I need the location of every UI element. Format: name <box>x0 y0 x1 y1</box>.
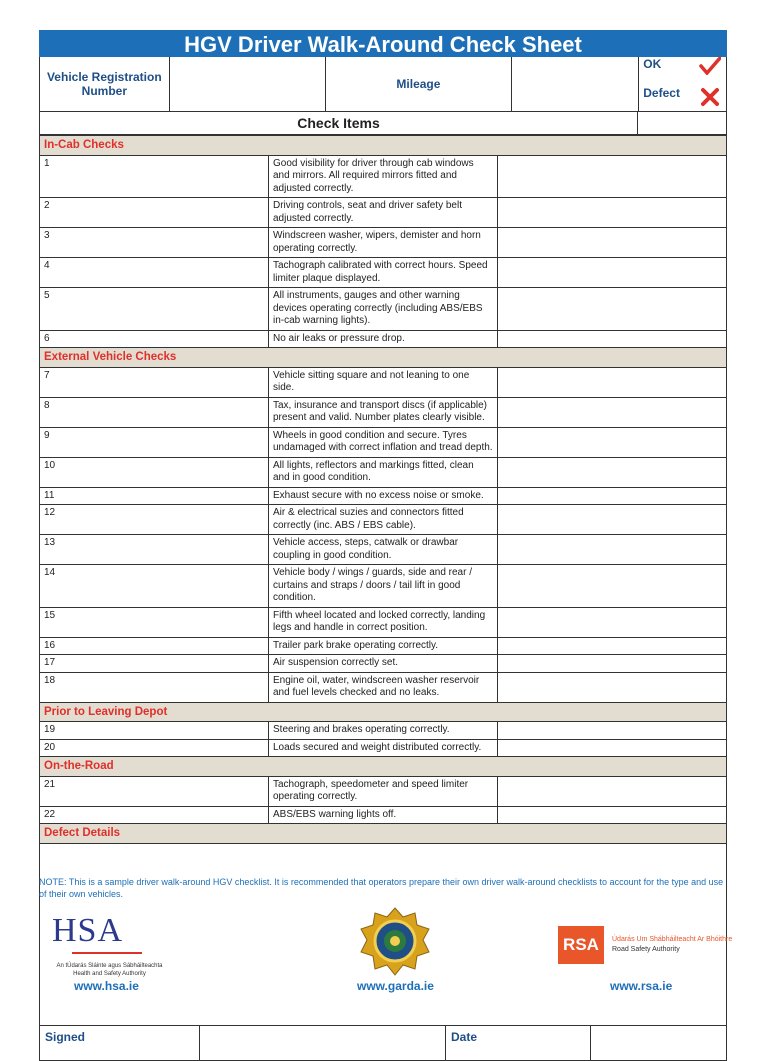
item-text: Wheels in good condition and secure. Tyres undamaged with correct inflation and tread depth. <box>269 427 498 457</box>
mileage-field[interactable] <box>512 57 640 111</box>
item-status-cell[interactable] <box>498 739 727 757</box>
section-header <box>40 136 727 156</box>
item-status-cell[interactable] <box>498 607 727 637</box>
check-sheet <box>39 30 727 1061</box>
item-number: 4 <box>40 258 269 288</box>
item-text: Vehicle access, steps, catwalk or drawbar coupling in good condition. <box>269 535 498 565</box>
item-number: 8 <box>40 397 269 427</box>
hsa-sub-irish: An tÚdarás Sláinte agus Sábháilteachta <box>56 963 163 969</box>
item-text: Windscreen washer, wipers, demister and horn operating correctly. <box>269 228 498 258</box>
item-number: 21 <box>40 776 269 806</box>
item-status-cell[interactable] <box>498 198 727 228</box>
item-status-cell[interactable] <box>498 367 727 397</box>
item-status-cell[interactable] <box>498 655 727 673</box>
signature-row <box>39 1026 727 1061</box>
item-text: Trailer park brake operating correctly. <box>269 637 498 655</box>
status-column-header <box>638 112 726 134</box>
check-items-header <box>39 111 727 135</box>
section-title: On-the-Road <box>40 757 727 777</box>
table-row <box>40 228 727 258</box>
table-row <box>40 155 727 198</box>
item-number: 11 <box>40 487 269 505</box>
item-text: Fifth wheel located and locked correctly, landing legs and handle in correct position. <box>269 607 498 637</box>
cross-icon <box>701 88 719 106</box>
vehicle-header <box>39 57 727 111</box>
item-number: 3 <box>40 228 269 258</box>
item-number: 19 <box>40 722 269 740</box>
rsa-sub-irish: Údarás Um Shábháilteacht Ar Bhóithre <box>612 936 733 943</box>
item-text: All lights, reflectors and markings fitted, clean and in good condition. <box>269 457 498 487</box>
table-row <box>40 505 727 535</box>
defect-label: Defect <box>643 86 680 100</box>
item-status-cell[interactable] <box>498 258 727 288</box>
section-header <box>40 824 727 844</box>
item-status-cell[interactable] <box>498 776 727 806</box>
table-row <box>40 397 727 427</box>
item-number: 14 <box>40 565 269 608</box>
item-status-cell[interactable] <box>498 330 727 348</box>
item-text: Air suspension correctly set. <box>269 655 498 673</box>
hsa-logo-text: HSA <box>52 912 124 949</box>
item-status-cell[interactable] <box>498 228 727 258</box>
check-items-label: Check Items <box>40 112 638 134</box>
note-text: NOTE: This is a sample driver walk-around HGV checklist. It is recommended that operators prepare their own driver walk-around checklists to account for the type and use of their own vehicles. <box>39 877 724 899</box>
tick-icon <box>699 57 721 75</box>
rsa-sub-english: Road Safety Authority <box>612 946 680 953</box>
table-row <box>40 655 727 673</box>
item-status-cell[interactable] <box>498 535 727 565</box>
date-field[interactable] <box>591 1026 726 1060</box>
item-number: 10 <box>40 457 269 487</box>
item-text: Engine oil, water, windscreen washer reservoir and fuel levels checked and no leaks. <box>269 672 498 702</box>
checklist-table <box>39 135 727 844</box>
item-number: 15 <box>40 607 269 637</box>
item-text: Tax, insurance and transport discs (if applicable) present and valid. Number plates clearly visible. <box>269 397 498 427</box>
table-row <box>40 637 727 655</box>
item-status-cell[interactable] <box>498 672 727 702</box>
table-row <box>40 258 727 288</box>
section-title: Defect Details <box>40 824 727 844</box>
item-status-cell[interactable] <box>498 565 727 608</box>
hsa-sub-english: Health and Safety Authority <box>73 971 146 977</box>
table-row <box>40 330 727 348</box>
item-status-cell[interactable] <box>498 457 727 487</box>
rsa-logo-mark: RSA <box>558 926 604 964</box>
table-row <box>40 806 727 824</box>
item-status-cell[interactable] <box>498 288 727 331</box>
item-text: Driving controls, seat and driver safety belt adjusted correctly. <box>269 198 498 228</box>
section-title: In-Cab Checks <box>40 136 727 156</box>
item-number: 22 <box>40 806 269 824</box>
item-text: No air leaks or pressure drop. <box>269 330 498 348</box>
section-title: Prior to Leaving Depot <box>40 702 727 722</box>
table-row <box>40 565 727 608</box>
item-text: Vehicle body / wings / guards, side and rear / curtains and straps / doors / tail lift in good condition. <box>269 565 498 608</box>
hsa-link[interactable]: www.hsa.ie <box>74 979 139 993</box>
ok-label: OK <box>643 57 662 71</box>
item-number: 2 <box>40 198 269 228</box>
hsa-logo <box>52 912 167 978</box>
item-number: 5 <box>40 288 269 331</box>
item-status-cell[interactable] <box>498 505 727 535</box>
item-number: 12 <box>40 505 269 535</box>
item-text: Exhaust secure with no excess noise or smoke. <box>269 487 498 505</box>
signed-label: Signed <box>40 1026 200 1060</box>
vehicle-registration-field[interactable] <box>170 57 327 111</box>
table-row <box>40 198 727 228</box>
rsa-logo <box>558 926 732 964</box>
table-row <box>40 776 727 806</box>
item-number: 16 <box>40 637 269 655</box>
section-title: External Vehicle Checks <box>40 348 727 368</box>
section-header <box>40 348 727 368</box>
item-number: 17 <box>40 655 269 673</box>
table-row <box>40 607 727 637</box>
mileage-label: Mileage <box>326 57 511 111</box>
table-row <box>40 722 727 740</box>
item-number: 6 <box>40 330 269 348</box>
item-status-cell[interactable] <box>498 487 727 505</box>
item-text: Vehicle sitting square and not leaning to one side. <box>269 367 498 397</box>
item-number: 13 <box>40 535 269 565</box>
table-row <box>40 672 727 702</box>
section-header <box>40 757 727 777</box>
table-row <box>40 427 727 457</box>
item-number: 9 <box>40 427 269 457</box>
item-text: All instruments, gauges and other warning devices operating correctly (including ABS/EBS in-cab warning lights). <box>269 288 498 331</box>
item-text: Air & electrical suzies and connectors fitted correctly (inc. ABS / EBS cable). <box>269 505 498 535</box>
item-status-cell[interactable] <box>498 427 727 457</box>
signature-field[interactable] <box>200 1026 446 1060</box>
table-row <box>40 367 727 397</box>
garda-crest-icon <box>360 907 430 977</box>
item-status-cell[interactable] <box>498 637 727 655</box>
hsa-logo-line <box>72 952 142 954</box>
item-text: Loads secured and weight distributed correctly. <box>269 739 498 757</box>
item-text: Steering and brakes operating correctly. <box>269 722 498 740</box>
item-number: 1 <box>40 155 269 198</box>
item-number: 7 <box>40 367 269 397</box>
item-number: 20 <box>40 739 269 757</box>
garda-link[interactable]: www.garda.ie <box>357 979 434 993</box>
table-row <box>40 487 727 505</box>
date-label: Date <box>446 1026 591 1060</box>
table-row <box>40 535 727 565</box>
vehicle-registration-label: Vehicle Registration Number <box>40 57 170 111</box>
item-status-cell[interactable] <box>498 722 727 740</box>
item-status-cell[interactable] <box>498 397 727 427</box>
page-title: HGV Driver Walk-Around Check Sheet <box>39 30 727 57</box>
rsa-link[interactable]: www.rsa.ie <box>610 979 673 993</box>
table-row <box>40 457 727 487</box>
section-header <box>40 702 727 722</box>
item-text: Tachograph calibrated with correct hours. Speed limiter plaque displayed. <box>269 258 498 288</box>
table-row <box>40 739 727 757</box>
item-text: Tachograph, speedometer and speed limiter operating correctly. <box>269 776 498 806</box>
item-text: Good visibility for driver through cab windows and mirrors. All required mirrors fitted and adjusted correctly. <box>269 155 498 198</box>
legend-ok-defect <box>639 57 726 111</box>
item-text: ABS/EBS warning lights off. <box>269 806 498 824</box>
table-row <box>40 288 727 331</box>
item-status-cell[interactable] <box>498 155 727 198</box>
item-status-cell[interactable] <box>498 806 727 824</box>
item-number: 18 <box>40 672 269 702</box>
